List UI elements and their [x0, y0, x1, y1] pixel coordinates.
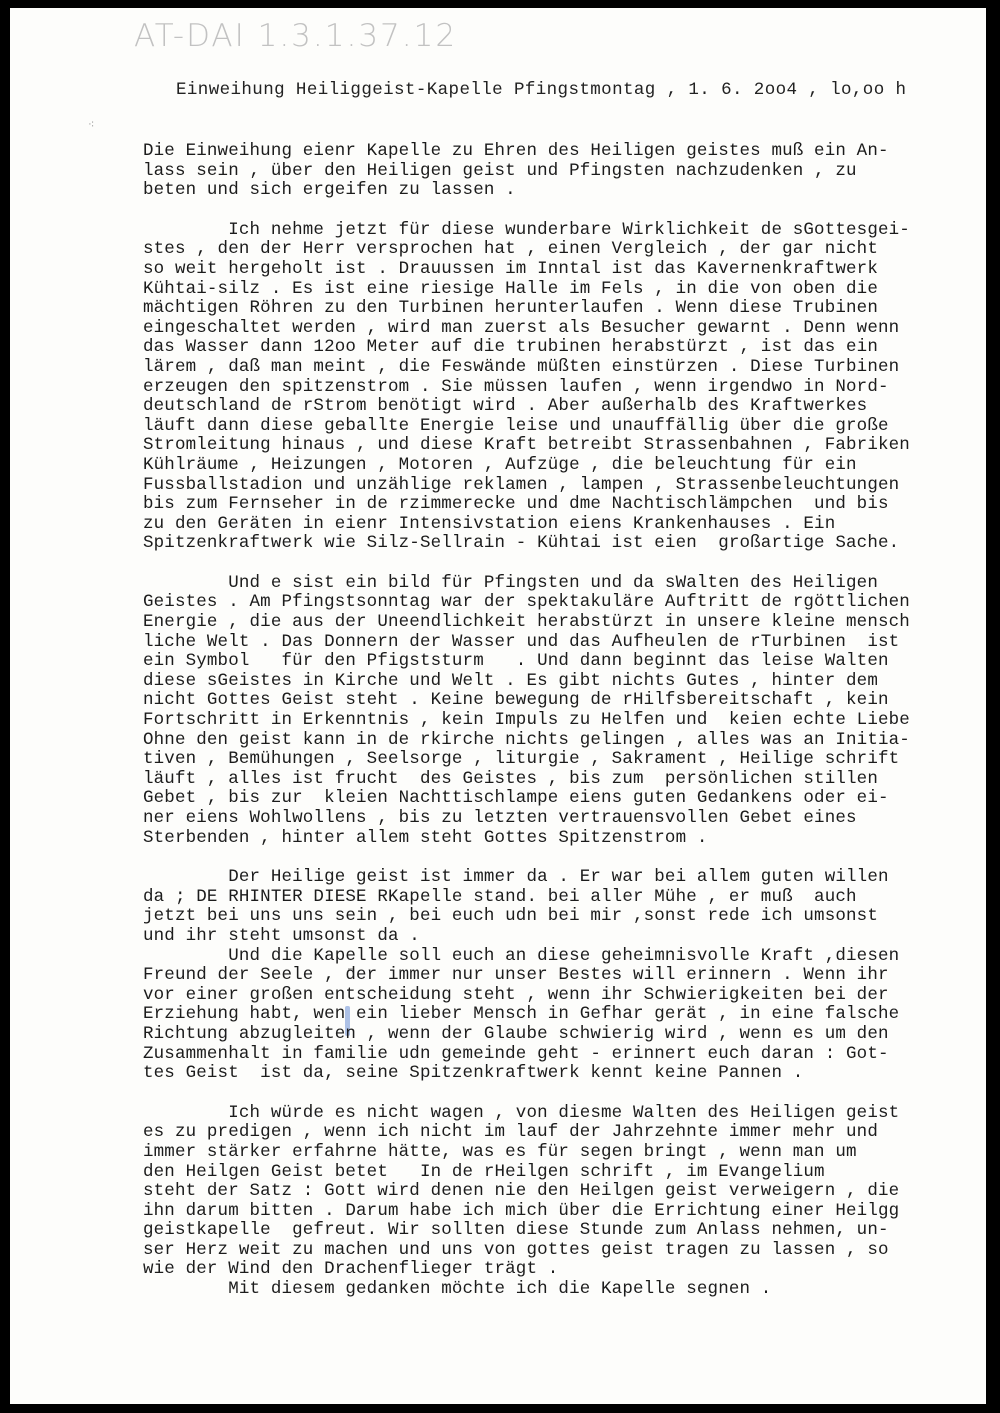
document-heading: Einweihung Heiliggeist-Kapelle Pfingstmontag , 1. 6. 2oo4 , lo,oo h: [176, 80, 907, 100]
text-line: beten und sich ergeifen zu lassen .: [143, 181, 516, 201]
text-line: Energie , die aus der Uneendlichkeit herabstürzt in unsere kleine mensch: [143, 613, 910, 633]
text-line: Fussballstadion und unzählige reklamen , lampen , Strassenbeleuchtungen: [143, 475, 900, 495]
paragraph-gap: [143, 848, 986, 868]
text-line: da ; DE RHINTER DIESE RKapelle stand. bei aller Mühe , er muß auch: [143, 887, 857, 907]
text-line: ihn darum bitten . Darum habe ich mich über die Errichtung einer Heilgg: [143, 1201, 900, 1221]
text-line: stes , den der Herr versprochen hat , einen Vergleich , der gar nicht: [143, 240, 878, 260]
text-line: Kühtai-silz . Es ist eine riesige Halle im Fels , in die von oben die: [143, 279, 878, 299]
text-line: Gebet , bis zur kleien Nachttischlampe eiens guten Gedankens oder ei-: [143, 789, 889, 809]
text-line: und ihr steht umsonst da .: [143, 926, 420, 946]
text-line: Ich würde es nicht wagen , von diesme Walten des Heiligen geist: [143, 1103, 900, 1123]
text-line: zu den Geräten in eienr Intensivstation eiens Krankenhauses . Ein: [143, 514, 836, 534]
text-line: nicht Gottes Geist steht . Keine bewegung de rHilfsbereitschaft , kein: [143, 691, 889, 711]
text-line: Ich nehme jetzt für diese wunderbare Wirklichkeit de sGottesgei-: [143, 220, 910, 240]
paragraph: [143, 221, 986, 554]
text-line: Freund der Seele , der immer nur unser Bestes will erinnern . Wenn ihr: [143, 966, 889, 986]
paragraph: [143, 868, 986, 1084]
document-page: [10, 8, 986, 1404]
text-line: erzeugen den spitzenstrom . Sie müssen laufen , wenn irgendwo in Nord-: [143, 377, 889, 397]
text-line: Stromleitung hinaus , und diese Kraft betreibt Strassenbahnen , Fabriken: [143, 436, 910, 456]
text-line: lärem , daß man meint , die Feswände müßten einstürzen . Diese Turbinen: [143, 357, 900, 377]
paragraph: [143, 1104, 986, 1300]
text-line: bis zum Fernseher in de rzimmerecke und dme Nachtischlämpchen und bis: [143, 495, 889, 515]
text-line: deutschland de rStrom benötigt wird . Aber außerhalb des Kraftwerkes: [143, 397, 868, 417]
text-line: diese sGeistes in Kirche und Welt . Es gibt nichts Gutes , hinter dem: [143, 671, 878, 691]
paragraph: [143, 574, 986, 848]
text-line: Fortschritt in Erkenntnis , kein Impuls zu Helfen und keien echte Liebe: [143, 711, 910, 731]
text-line: wie der Wind den Drachenflieger trägt .: [143, 1260, 559, 1280]
text-line: so weit hergeholt ist . Drauussen im Inntal ist das Kavernenkraftwerk: [143, 259, 878, 279]
paragraph: [143, 142, 986, 201]
text-line: es zu predigen , wenn ich nicht im lauf der Jahrzehnte immer mehr und: [143, 1123, 878, 1143]
paragraph-gap: [143, 1084, 986, 1104]
text-line: Geistes . Am Pfingstsonntag war der spektakuläre Auftritt de rgöttlichen: [143, 593, 910, 613]
text-line: geistkapelle gefreut. Wir sollten diese Stunde zum Anlass nehmen, un-: [143, 1221, 889, 1241]
text-line: jetzt bei uns uns sein , bei euch udn bei mir ,sonst rede ich umsonst: [143, 907, 878, 927]
text-line: vor einer großen entscheidung steht , wenn ihr Schwierigkeiten bei der: [143, 985, 889, 1005]
text-line: lass sein , über den Heiligen geist und Pfingsten nachzudenken , zu: [143, 161, 857, 181]
text-line: Sterbenden , hinter allem steht Gottes Spitzenstrom .: [143, 828, 708, 848]
text-line: ein Symbol für den Pfigststurm . Und dann beginnt das leise Walten: [143, 652, 889, 672]
text-line: Und e sist ein bild für Pfingsten und da sWalten des Heiligen: [143, 573, 878, 593]
ink-smudge-icon: ⁖: [88, 120, 95, 132]
text-line: tes Geist ist da, seine Spitzenkraftwerk kennt keine Pannen .: [143, 1064, 804, 1084]
paragraph-gap: [143, 201, 986, 221]
text-line: läuft , alles ist frucht des Geistes , bis zum persönlichen stillen: [143, 769, 878, 789]
text-line: eingeschaltet werden , wird man zuerst als Besucher gewarnt . Denn wenn: [143, 318, 900, 338]
text-line: immer stärker erfahrne hätte, was es für segen bringt , wenn man um: [143, 1142, 857, 1162]
text-line: das Wasser dann 12oo Meter auf die trubinen herabstürzt , ist das ein: [143, 338, 878, 358]
text-line: Zusammenhalt in familie udn gemeinde geht - erinnert euch daran : Got-: [143, 1044, 889, 1064]
text-line: ner eiens Wohlwollens , bis zu letzten vertrauensvollen Gebet eines: [143, 809, 857, 828]
text-line: liche Welt . Das Donnern der Wasser und das Aufheulen de rTurbinen ist: [143, 632, 900, 652]
text-line: Erziehung habt, wen ein lieber Mensch in Gefhar gerät , in eine falsche: [143, 1005, 900, 1025]
text-line: Und die Kapelle soll euch an diese geheimnisvolle Kraft ,diesen: [143, 946, 900, 966]
text-line: Die Einweihung eienr Kapelle zu Ehren des Heiligen geistes muß ein An-: [143, 142, 889, 161]
archive-stamp: AT-DAI 1.3.1.37.12: [134, 18, 458, 54]
text-line: ser Herz weit zu machen und uns von gottes geist tragen zu lassen , so: [143, 1240, 889, 1260]
sermon-body: [143, 142, 986, 1300]
paragraph-gap: [143, 554, 986, 574]
text-line: den Heilgen Geist betet In de rHeilgen schrift , im Evangelium: [143, 1162, 825, 1182]
text-line: mächtigen Röhren zu den Turbinen herunterlaufen . Wenn diese Trubinen: [143, 299, 878, 319]
text-line: Der Heilige geist ist immer da . Er war bei allem guten willen: [143, 868, 889, 888]
text-line: Richtung abzugleiten , wenn der Glaube schwierig wird , wenn es um den: [143, 1024, 889, 1044]
text-line: tiven , Bemühungen , Seelsorge , liturgie , Sakrament , Heilige schrift: [143, 750, 900, 770]
text-line: Ohne den geist kann in de rkirche nichts gelingen , alles was an Initia-: [143, 730, 910, 750]
text-line: läuft dann diese geballte Energie leise und unauffällig über die große: [143, 416, 889, 436]
text-line: Spitzenkraftwerk wie Silz-Sellrain - Kühtai ist eien großartige Sache.: [143, 534, 900, 554]
text-line: Mit diesem gedanken möchte ich die Kapelle segnen .: [143, 1280, 772, 1300]
text-line: Kühlräume , Heizungen , Motoren , Aufzüge , die beleuchtung für ein: [143, 455, 857, 475]
text-line: steht der Satz : Gott wird denen nie den Heilgen geist verweigern , die: [143, 1182, 900, 1202]
